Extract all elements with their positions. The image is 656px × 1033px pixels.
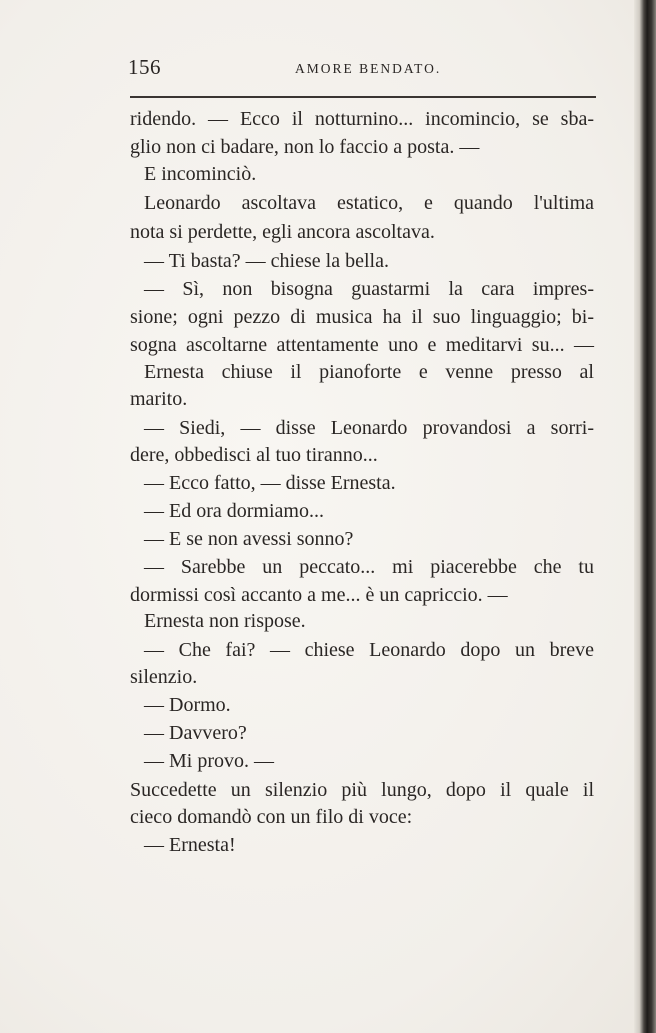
text-line: dormissi così accanto a me... è un capriccio. —: [130, 584, 508, 606]
text-line: — Sì, non bisogna guastarmi la cara impres-: [144, 278, 594, 300]
text-line: sione; ogni pezzo di musica ha il suo linguaggio; bi-: [130, 306, 594, 328]
text-line: Ernesta non rispose.: [144, 610, 306, 632]
text-line: Succedette un silenzio più lungo, dopo il quale il: [130, 779, 594, 801]
text-line: E incominciò.: [144, 163, 257, 185]
text-line: — Ed ora dormiamo...: [144, 500, 324, 522]
text-line: marito.: [130, 388, 188, 410]
page-number: 156: [128, 55, 161, 79]
text-line: — Dormo.: [144, 694, 231, 716]
page-header: [128, 55, 598, 87]
text-line: — E se non avessi sonno?: [144, 528, 354, 550]
text-line: — Ti basta? — chiese la bella.: [144, 250, 389, 272]
text-line: Leonardo ascoltava estatico, e quando l'ultima: [144, 192, 594, 214]
text-line: silenzio.: [130, 666, 198, 688]
text-line: — Mi provo. —: [144, 750, 274, 772]
text-line: — Che fai? — chiese Leonardo dopo un breve: [144, 639, 594, 661]
text-line: — Siedi, — disse Leonardo provandosi a sorri-: [144, 417, 594, 439]
text-line: — Davvero?: [144, 722, 247, 744]
text-line: — Ernesta!: [144, 834, 236, 856]
page-gutter-shadow: [634, 0, 656, 1033]
text-line: cieco domandò con un filo di voce:: [130, 806, 413, 828]
text-line: sogna ascoltarne attentamente uno e meditarvi su... —: [130, 334, 594, 356]
text-line: Ernesta chiuse il pianoforte e venne presso al: [144, 361, 594, 383]
running-title: AMORE BENDATO.: [295, 61, 442, 76]
text-line: nota si perdette, egli ancora ascoltava.: [130, 221, 435, 243]
text-line: — Sarebbe un peccato... mi piacerebbe che tu: [144, 556, 594, 578]
text-line: ridendo. — Ecco il notturnino... incomincio, se sba-: [130, 108, 594, 130]
header-rule: [130, 96, 596, 98]
text-line: glio non ci badare, non lo faccio a posta. —: [130, 136, 480, 158]
text-line: — Ecco fatto, — disse Ernesta.: [144, 472, 396, 494]
text-line: dere, obbedisci al tuo tiranno...: [130, 444, 378, 466]
